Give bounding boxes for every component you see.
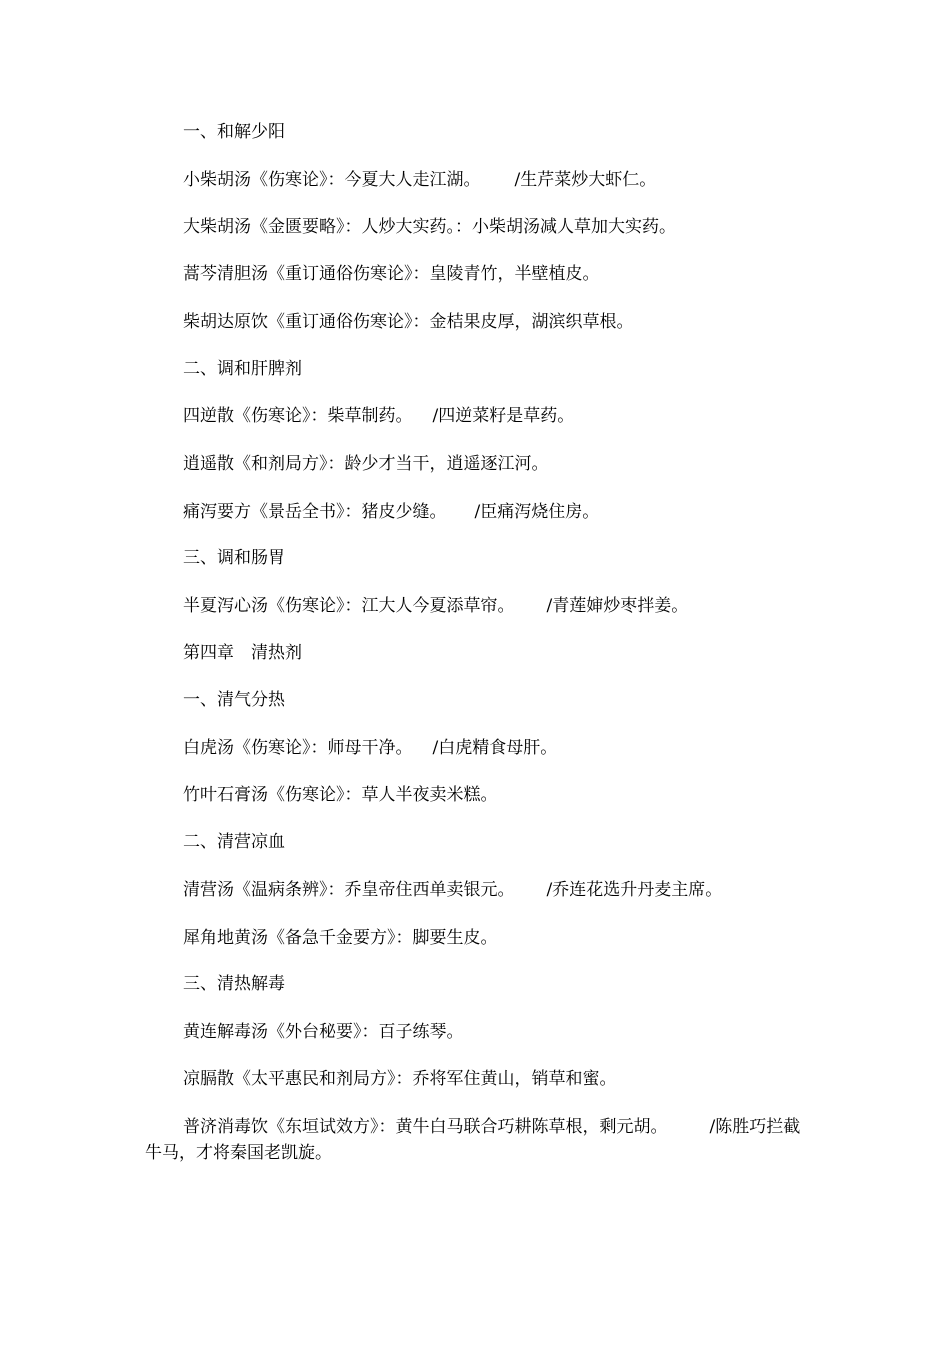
chapter-title: 第四章 清热剂: [183, 643, 302, 663]
formula-line-dachaihu: 大柴胡汤《金匮要略》：人炒大实药。：小柴胡汤减人草加大实药。: [183, 217, 676, 237]
formula-line-huanglianjiedu: 黄连解毒汤《外台秘要》：百子练琴。: [183, 1022, 464, 1042]
heading-qingrejiedu: 三、清热解毒: [183, 974, 285, 994]
formula-line-xijiaodihuang: 犀角地黄汤《备急千金要方》：脚要生皮。: [183, 928, 498, 948]
formula-line-tongxie: 痛泻要方《景岳全书》：猪皮少缝。 /臣痛泻烧住房。: [183, 502, 600, 522]
heading-qingying: 二、清营凉血: [183, 832, 285, 852]
formula-line-qingying: 清营汤《温病条辨》：乔皇帝住西单卖银元。 /乔连花选升丹麦主席。: [183, 880, 723, 900]
heading-qingqi: 一、清气分热: [183, 690, 285, 710]
formula-line-haoqin: 蒿芩清胆汤《重订通俗伤寒论》：皇陵青竹，半壁植皮。: [183, 264, 600, 284]
formula-line-chaihudayuan: 柴胡达原饮《重订通俗伤寒论》：金桔果皮厚，湖滨织草根。: [183, 312, 634, 332]
formula-line-lianggesan: 凉膈散《太平惠民和剂局方》：乔将军住黄山，销草和蜜。: [183, 1069, 617, 1089]
formula-line-baihu: 白虎汤《伤寒论》：师母干净。 /白虎精食母肝。: [183, 738, 558, 758]
formula-paragraph-pujixiaodu: 普济消毒饮《东垣试效方》：黄牛白马联合巧耕陈草根，剩元胡。 /陈胜巧拦截牛马，才将秦国老凯旋。: [145, 1117, 801, 1163]
heading-ganpi: 二、调和肝脾剂: [183, 359, 302, 379]
formula-line-banxiaxiexin: 半夏泻心汤《伤寒论》：江大人今夏添草帘。 /青莲婶炒枣拌姜。: [183, 596, 689, 616]
formula-line-xiaochaihu: 小柴胡汤《伤寒论》：今夏大人走江湖。 /生芹菜炒大虾仁。: [183, 170, 657, 190]
heading-shaoyang: 一、和解少阳: [183, 122, 285, 142]
heading-changwei: 三、调和肠胃: [183, 548, 285, 568]
formula-line-sini: 四逆散《伤寒论》：柴草制药。 /四逆菜籽是草药。: [183, 406, 575, 426]
formula-line-zhuyeshigao: 竹叶石膏汤《伤寒论》：草人半夜卖米糕。: [183, 785, 498, 805]
formula-line-xiaoyao: 逍遥散《和剂局方》：龄少才当干，逍遥逐江河。: [183, 454, 549, 474]
